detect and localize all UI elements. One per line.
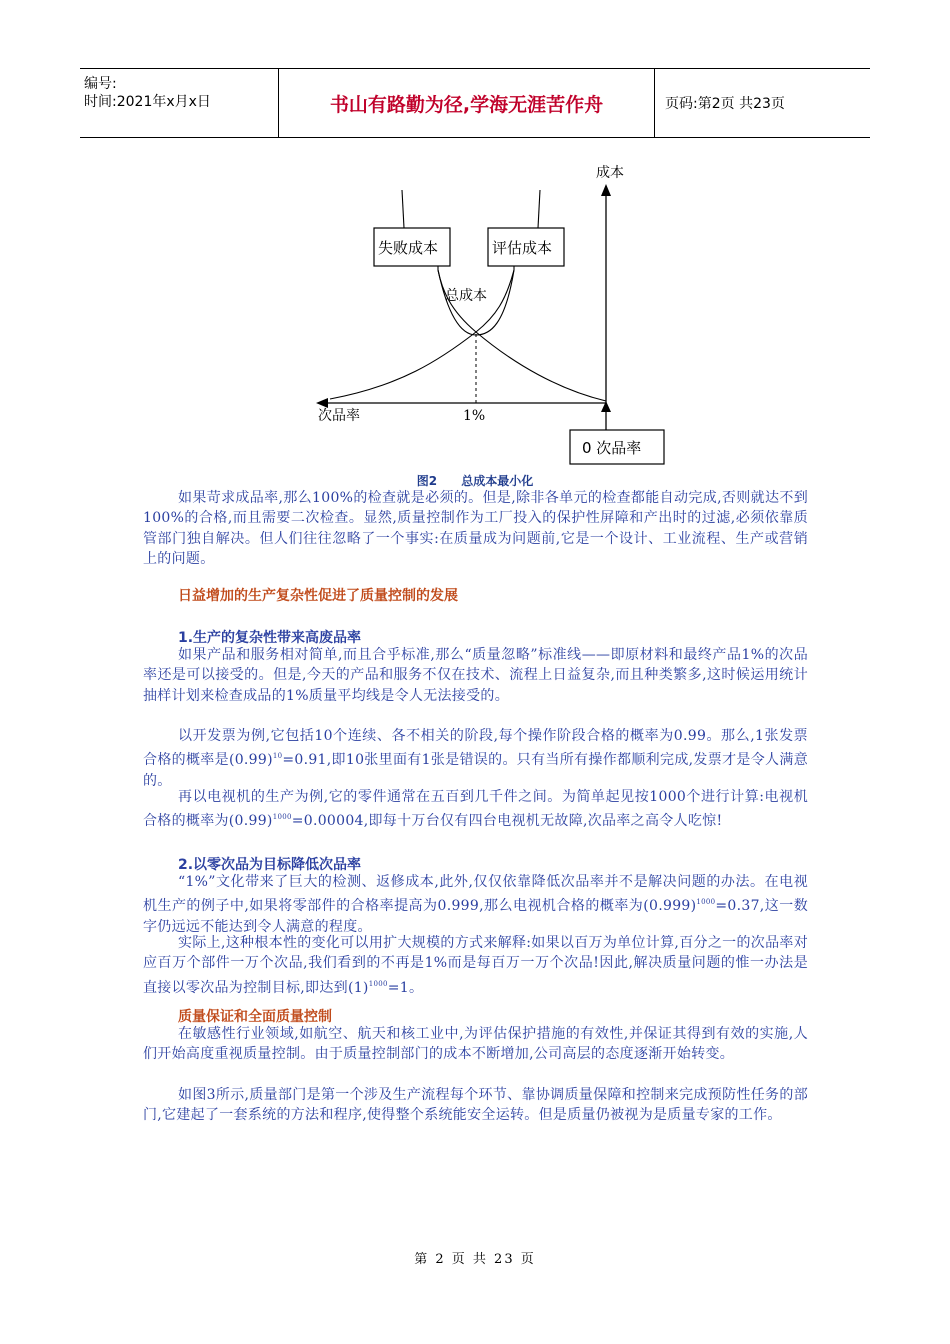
header-meta [80,69,279,137]
number-label: 编号: [84,76,117,92]
date-label: 时间:2021年x月x日 [84,94,211,110]
paragraph-4-text-a: 再以电视机的生产为例,它的零件通常在五百到几千件之间。为简单起见按1000个进行计算:电视机合格的概率为(0.99) [143,789,808,830]
paragraph-3-block [143,726,808,791]
paragraph-5-text-a: “1%”文化带来了巨大的检测、返修成本,此外,仅仅依靠降低次品率并不是解决问题的办法。在电视机生产的例子中,如果将零部件的合格率提高为0.999,那么电视机合格的概率为(0.999) [143,874,808,915]
zero-defect-label: 0 次品率 [582,439,642,457]
paragraph-3 [143,726,808,791]
paragraph-6-block [143,933,808,998]
paragraph-5 [143,872,808,937]
x-axis-arrowhead [316,398,328,408]
paragraph-4-text-b: =0.00004,即每十万台仅有四台电视机无故障,次品率之高令人吃惊! [291,813,723,830]
paragraph-4-exponent: 1000 [272,813,292,822]
figure-caption [0,472,950,489]
paragraph-5-block [143,872,808,937]
paragraph-4-block [143,787,808,832]
paragraph-3-text-a: 以开发票为例,它包括10个连续、各不相关的阶段,每个操作阶段合格的概率为0.99。那么,1张发票合格的概率是(0.99) [143,728,808,769]
tick-1pct: 1% [463,408,486,424]
paragraph-3-text-b: =0.91,即10张里面有1张是错误的。只有当所有操作都顺利完成,发票才是令人满意的。 [143,752,808,789]
paragraph-4 [143,787,808,832]
subsection-title-1: 1.生产的复杂性带来高废品率 [178,630,362,646]
failure-cost-curve [328,317,606,403]
paragraph-1: 如果苛求成品率,那么100%的检查就是必须的。但是,除非各单元的检查都能自动完成,否则就达不到100%的合格,而且需要二次检查。显然,质量控制作为工厂投入的保护性屏障和产出时的过滤,必须依靠质管部门独自解决。但人们往往忽略了一个事实:在质量成为问题前,它是一个设计、工业流程、生产或营销上的问题。 [143,490,808,567]
paragraph-8-block [143,1085,808,1126]
cost-minimization-diagram [300,150,680,470]
figure-number: 图2 [416,474,438,488]
document-header [80,68,870,138]
section-title-complexity: 日益增加的生产复杂性促进了质量控制的发展 [178,588,458,604]
subsection-title-2: 2.以零次品为目标降低次品率 [178,857,362,873]
paragraph-7: 在敏感性行业领域,如航空、航天和核工业中,为评估保护措施的有效性,并保证其得到有效的实施,人们开始高度重视质量控制。由于质量控制部门的成本不断增加,公司高层的态度逐渐开始转变。 [143,1026,808,1063]
paragraph-5-text-b: =0.37,这一数字仍远远不能达到令人满意的程度。 [143,898,808,935]
failure-cost-label: 失败成本 [378,239,439,257]
paragraph-6 [143,933,808,998]
paragraph-6-exponent: 1000 [368,979,388,988]
paragraph-6-text-b: =1。 [387,979,424,996]
paragraph-2: 如果产品和服务相对简单,而且合乎标准,那么“质量忽略”标准线——即原材料和最终产品1%的次品率还是可以接受的。但是,今天的产品和服务不仅在技术、流程上日益复杂,而且种类繁多,这时候运用统计抽样计划来检查成品的1%质量平均线是令人无法接受的。 [143,647,808,704]
page-indicator: 页码:第2页 共23页 [665,96,785,112]
paragraph-7-block [143,1024,808,1065]
section-title-quality-assurance: 质量保证和全面质量控制 [178,1009,332,1025]
y-axis-arrowhead [601,184,611,196]
header-motto: 书山有路勤为径,学海无涯苦作舟 [279,69,655,137]
paragraph-8: 如图3所示,质量部门是第一个涉及生产流程每个环节、靠协调质量保障和控制来完成预防性任务的部门,它建起了一套系统的方法和程序,使得整个系统能安全运转。但是质量仍被视为是质量专家的工作。 [143,1087,808,1124]
figure-title: 总成本最小化 [461,474,534,488]
paragraph-3-exponent: 10 [272,752,283,761]
paragraph-2-block [143,645,808,706]
page-footer: 第 2 页 共 23 页 [414,1252,536,1267]
paragraph-1-block [143,488,808,569]
paragraph-5-exponent: 1000 [696,898,716,907]
y-axis-label: 成本 [596,165,624,181]
paragraph-6-text-a: 实际上,这种根本性的变化可以用扩大规模的方式来解释:如果以百万为单位计算,百分之一的次品率对应百万个部件一万个次品,我们看到的不再是1%而是每百万一万个次品!因此,解决质量问题的惟一办法是直接以零次品为控制目标,即达到(1) [143,935,808,996]
failure-box-connector [402,190,404,228]
x-axis-label: 次品率 [318,408,360,424]
evaluation-box-connector [538,190,540,228]
evaluation-cost-label: 评估成本 [492,239,553,257]
total-cost-label: 总成本 [445,288,487,304]
